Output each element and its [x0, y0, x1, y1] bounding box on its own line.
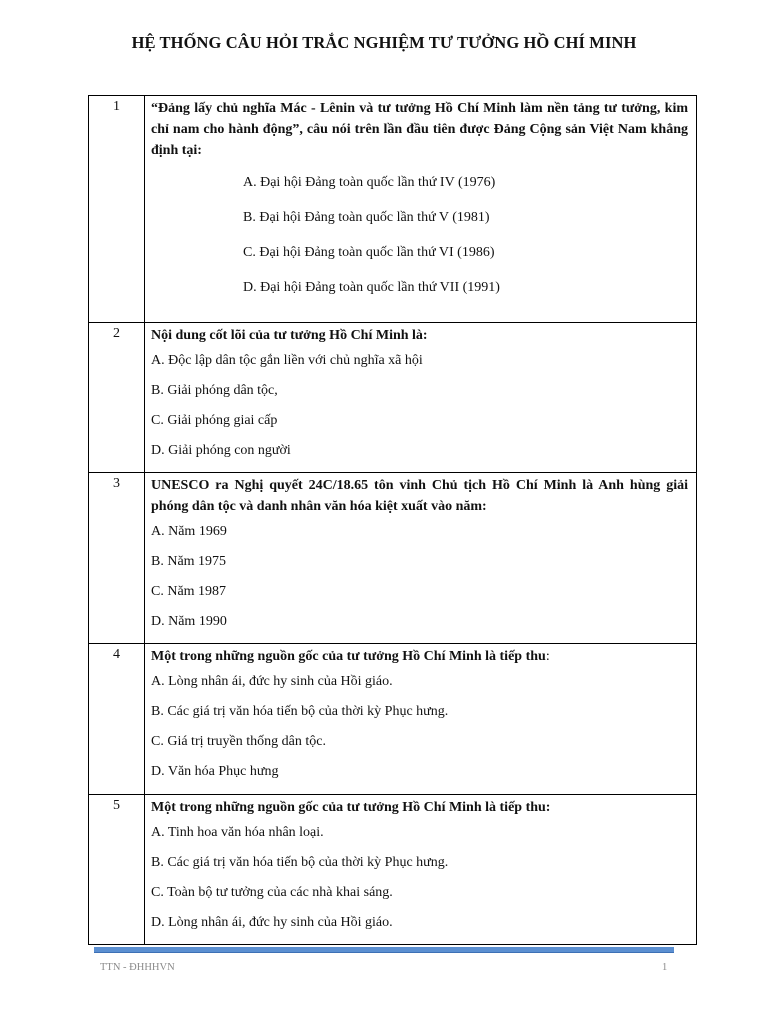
table-row — [89, 96, 697, 323]
answer-option: C. Đại hội Đảng toàn quốc lần thứ VI (1986) — [243, 245, 495, 260]
answer-option: C. Giải phóng giai cấp — [151, 413, 278, 428]
answer-option: D. Lòng nhân ái, đức hy sinh của Hồi giáo. — [151, 915, 393, 930]
answer-option: B. Các giá trị văn hóa tiến bộ của thời kỳ Phục hưng. — [151, 855, 449, 870]
question-number: 3 — [89, 473, 145, 644]
answer-option: C. Toàn bộ tư tưởng của các nhà khai sáng. — [151, 885, 393, 900]
answer-option: C. Năm 1987 — [151, 584, 227, 599]
table-row — [89, 644, 697, 795]
answer-option: A. Lòng nhân ái, đức hy sinh của Hồi giáo. — [151, 674, 393, 689]
question-number: 5 — [89, 795, 145, 945]
question-content — [145, 644, 697, 795]
table-row — [89, 795, 697, 945]
answer-option: D. Đại hội Đảng toàn quốc lần thứ VII (1991) — [243, 280, 500, 295]
answer-option: B. Các giá trị văn hóa tiến bộ của thời kỳ Phục hưng. — [151, 704, 449, 719]
answer-options — [151, 165, 688, 305]
question-content — [145, 96, 697, 323]
answer-option: A. Năm 1969 — [151, 524, 227, 539]
question-content — [145, 795, 697, 945]
answer-option: A. Đại hội Đảng toàn quốc lần thứ IV (1976) — [243, 175, 496, 190]
answer-option: D. Năm 1990 — [151, 614, 227, 629]
answer-option: A. Độc lập dân tộc gắn liền với chủ nghĩa xã hội — [151, 353, 423, 368]
answer-option: B. Giải phóng dân tộc, — [151, 383, 278, 398]
answer-option: B. Đại hội Đảng toàn quốc lần thứ V (1981) — [243, 210, 490, 225]
answer-option: B. Năm 1975 — [151, 554, 227, 569]
questions-table — [88, 95, 697, 945]
table-row — [89, 473, 697, 644]
answer-option: D. Giải phóng con người — [151, 443, 291, 458]
question-text: UNESCO ra Nghị quyết 24C/18.65 tôn vinh Chủ tịch Hồ Chí Minh là Anh hùng giải phóng dân tộc và danh nhân văn hóa kiệt xuất vào năm: — [151, 478, 688, 514]
footer-label: TTN - ĐHHHVN — [100, 962, 175, 973]
question-content — [145, 323, 697, 473]
document-title: HỆ THỐNG CÂU HỎI TRẮC NGHIỆM TƯ TƯỞNG HỒ CHÍ MINH — [131, 33, 637, 52]
question-number: 2 — [89, 323, 145, 473]
footer-divider — [94, 947, 674, 953]
page-number: 1 — [662, 962, 668, 973]
answer-option: D. Văn hóa Phục hưng — [151, 764, 279, 779]
question-text-suffix: : — [545, 649, 550, 664]
question-text: Một trong những nguồn gốc của tư tưởng Hồ Chí Minh là tiếp thu: — [151, 800, 551, 815]
question-text-main: Một trong những nguồn gốc của tư tưởng Hồ Chí Minh là tiếp thu — [151, 649, 546, 664]
question-content — [145, 473, 697, 644]
answer-option: A. Tinh hoa văn hóa nhân loại. — [151, 825, 324, 840]
question-text: “Đảng lấy chủ nghĩa Mác - Lênin và tư tưởng Hồ Chí Minh làm nền tảng tư tưởng, kim chỉ nam cho hành động”, câu nói trên lần đầu tiên được Đảng Cộng sản Việt Nam khẳng định tại: — [151, 101, 688, 158]
question-number: 4 — [89, 644, 145, 795]
question-text — [151, 646, 688, 667]
table-row — [89, 323, 697, 473]
question-text: Nội dung cốt lõi của tư tưởng Hồ Chí Minh là: — [151, 328, 428, 343]
answer-option: C. Giá trị truyền thống dân tộc. — [151, 734, 326, 749]
question-number: 1 — [89, 96, 145, 323]
